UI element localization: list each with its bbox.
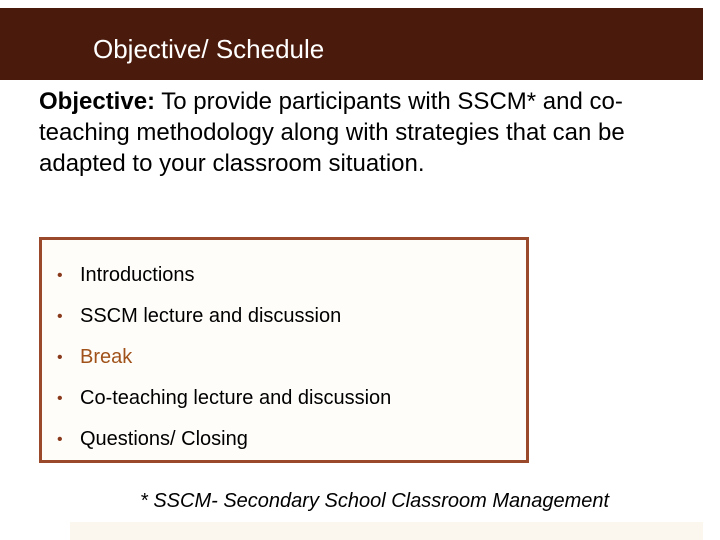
title-bar (0, 8, 703, 80)
objective-text: To provide participants with SSCM* and co-teaching methodology along with strategies that can be adapted to your classroom situation. (39, 88, 625, 177)
objective-paragraph (39, 86, 689, 179)
schedule-item-label: Introductions (80, 264, 195, 286)
schedule-box (39, 237, 529, 463)
schedule-item-sscm-lecture (57, 303, 391, 344)
schedule-item-label: Questions/ Closing (80, 428, 248, 450)
schedule-item-label: Break (80, 346, 133, 368)
bullet-icon: • (57, 390, 63, 407)
page-title: Objective/ Schedule (93, 34, 325, 64)
bullet-icon: • (57, 308, 63, 325)
schedule-item-introductions (57, 262, 391, 303)
bottom-strip (70, 522, 703, 540)
schedule-item-break (57, 344, 391, 385)
schedule-list (57, 262, 391, 467)
bullet-icon: • (57, 349, 63, 366)
objective-label: Objective: (39, 88, 156, 115)
bullet-icon: • (57, 431, 63, 448)
footnote: * SSCM- Secondary School Classroom Management (140, 490, 610, 512)
schedule-item-label: SSCM lecture and discussion (80, 305, 342, 327)
schedule-item-label: Co-teaching lecture and discussion (80, 387, 392, 409)
schedule-item-co-teaching-lecture (57, 385, 391, 426)
schedule-item-questions-closing (57, 426, 391, 467)
bullet-icon: • (57, 267, 63, 284)
